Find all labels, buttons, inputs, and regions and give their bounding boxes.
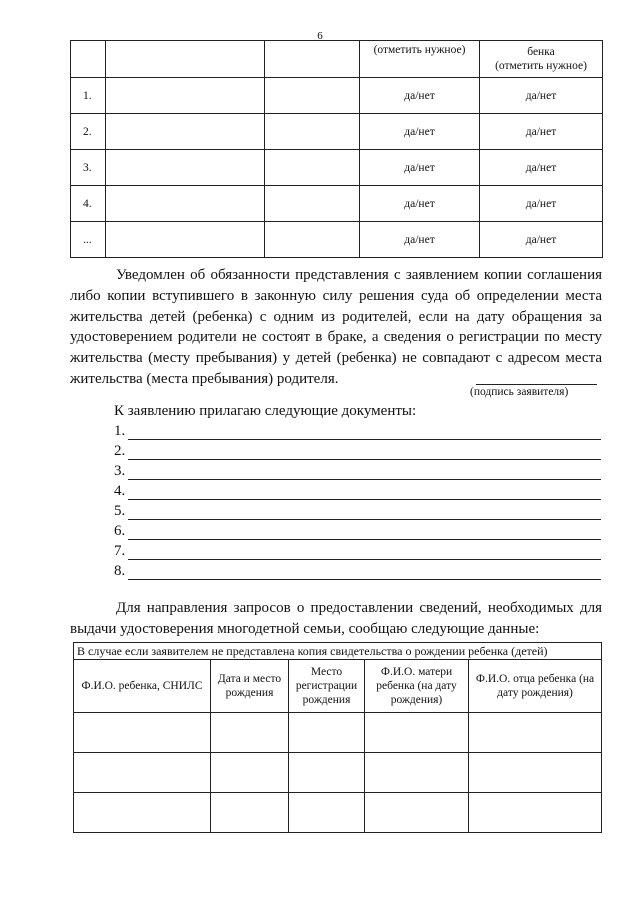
document-line[interactable] (114, 563, 601, 583)
document-line[interactable] (114, 423, 601, 443)
cell-yes-no[interactable]: да/нет (480, 150, 603, 186)
header-cell-part-1: бенка (527, 46, 555, 58)
header-mother-name: Ф.И.О. матери ребенка (на дату рождения) (365, 660, 469, 713)
header-birth-date-place: Дата и место рождения (211, 660, 289, 713)
header-registration-place: Место регистрации рождения (289, 660, 365, 713)
table-row (71, 78, 603, 114)
cell-empty[interactable] (265, 114, 360, 150)
cell-empty[interactable] (289, 713, 365, 753)
document-line-number: 2. (114, 443, 126, 459)
table-header-row (71, 41, 603, 78)
document-line[interactable] (114, 443, 601, 463)
cell-yes-no[interactable]: да/нет (360, 114, 480, 150)
header-cell-part-2: (отметить нужное) (495, 60, 587, 72)
header-child-name: Ф.И.О. ребенка, СНИЛС (74, 660, 211, 713)
table-row (71, 186, 603, 222)
cell-empty[interactable] (211, 793, 289, 833)
table-row (74, 713, 602, 753)
document-line-number: 1. (114, 423, 126, 439)
cell-yes-no[interactable]: да/нет (360, 222, 480, 258)
cell-empty[interactable] (265, 150, 360, 186)
cell-empty[interactable] (106, 222, 265, 258)
cell-yes-no[interactable]: да/нет (480, 114, 603, 150)
cell-yes-no[interactable]: да/нет (360, 150, 480, 186)
row-number: 2. (71, 114, 106, 150)
document-line-number: 6. (114, 523, 126, 539)
document-line[interactable] (114, 483, 601, 503)
cell-empty[interactable] (469, 713, 602, 753)
cell-empty[interactable] (74, 753, 211, 793)
requests-paragraph: Для направления запросов о предоставлении сведений, необходимых для выдачи удостоверения многодетной семьи, сообщаю следующие данные: (70, 600, 602, 637)
cell-empty[interactable] (265, 186, 360, 222)
document-line[interactable] (114, 543, 601, 563)
cell-empty[interactable] (365, 713, 469, 753)
table-row (71, 114, 603, 150)
birth-info-table (73, 642, 602, 833)
cell-yes-no[interactable]: да/нет (360, 186, 480, 222)
cell-yes-no[interactable]: да/нет (360, 78, 480, 114)
cell-empty[interactable] (74, 793, 211, 833)
table-row (74, 753, 602, 793)
cell-empty[interactable] (365, 793, 469, 833)
cell-empty[interactable] (265, 78, 360, 114)
cell-empty[interactable] (106, 114, 265, 150)
signature-line[interactable] (476, 384, 597, 385)
header-cell-mark-2 (480, 41, 603, 78)
cell-empty[interactable] (106, 150, 265, 186)
table-row (71, 150, 603, 186)
document-line-number: 7. (114, 543, 126, 559)
cell-empty[interactable] (74, 713, 211, 753)
cell-empty[interactable] (106, 186, 265, 222)
row-number: ... (71, 222, 106, 258)
table-note-row (74, 643, 602, 660)
cell-empty[interactable] (106, 78, 265, 114)
signature-label: (подпись заявителя) (470, 386, 569, 398)
cell-empty[interactable] (211, 713, 289, 753)
header-cell-mark: (отметить нужное) (360, 41, 480, 78)
cell-empty[interactable] (265, 222, 360, 258)
document-line-number: 5. (114, 503, 126, 519)
table-note: В случае если заявителем не представлена копия свидетельства о рождении ребенка (детей) (74, 643, 602, 660)
document-line-number: 3. (114, 463, 126, 479)
table-row (71, 222, 603, 258)
row-number: 1. (71, 78, 106, 114)
children-table (70, 40, 603, 258)
table-header-row (74, 660, 602, 713)
cell-yes-no[interactable]: да/нет (480, 78, 603, 114)
row-number: 3. (71, 150, 106, 186)
row-number: 4. (71, 186, 106, 222)
cell-empty[interactable] (365, 753, 469, 793)
cell-yes-no[interactable]: да/нет (480, 222, 603, 258)
cell-empty[interactable] (469, 793, 602, 833)
cell-empty[interactable] (211, 753, 289, 793)
table-row (74, 793, 602, 833)
document-line-number: 4. (114, 483, 126, 499)
document-line[interactable] (114, 503, 601, 523)
documents-title: К заявлению прилагаю следующие документы: (114, 403, 417, 419)
document-line[interactable] (114, 523, 601, 543)
cell-empty[interactable] (289, 793, 365, 833)
cell-empty[interactable] (289, 753, 365, 793)
cell-yes-no[interactable]: да/нет (480, 186, 603, 222)
document-line[interactable] (114, 463, 601, 483)
document-line-number: 8. (114, 563, 126, 579)
notice-paragraph: Уведомлен об обязанности представления с заявлением копии соглашения либо копии вступившего в законную силу решения суда об определении места жительства детей (ребенка) с одним из родителей, если на дату обращения за удостоверением родители не состоят в браке, а сведения о регистрации по месту жительства (месту пребывания) у детей (ребенка) не совпадают с адресом места жительства (места пребывания) родителя. (70, 267, 602, 387)
header-father-name: Ф.И.О. отца ребенка (на дату рождения) (469, 660, 602, 713)
page-number: 6 (317, 30, 323, 42)
cell-empty[interactable] (469, 753, 602, 793)
